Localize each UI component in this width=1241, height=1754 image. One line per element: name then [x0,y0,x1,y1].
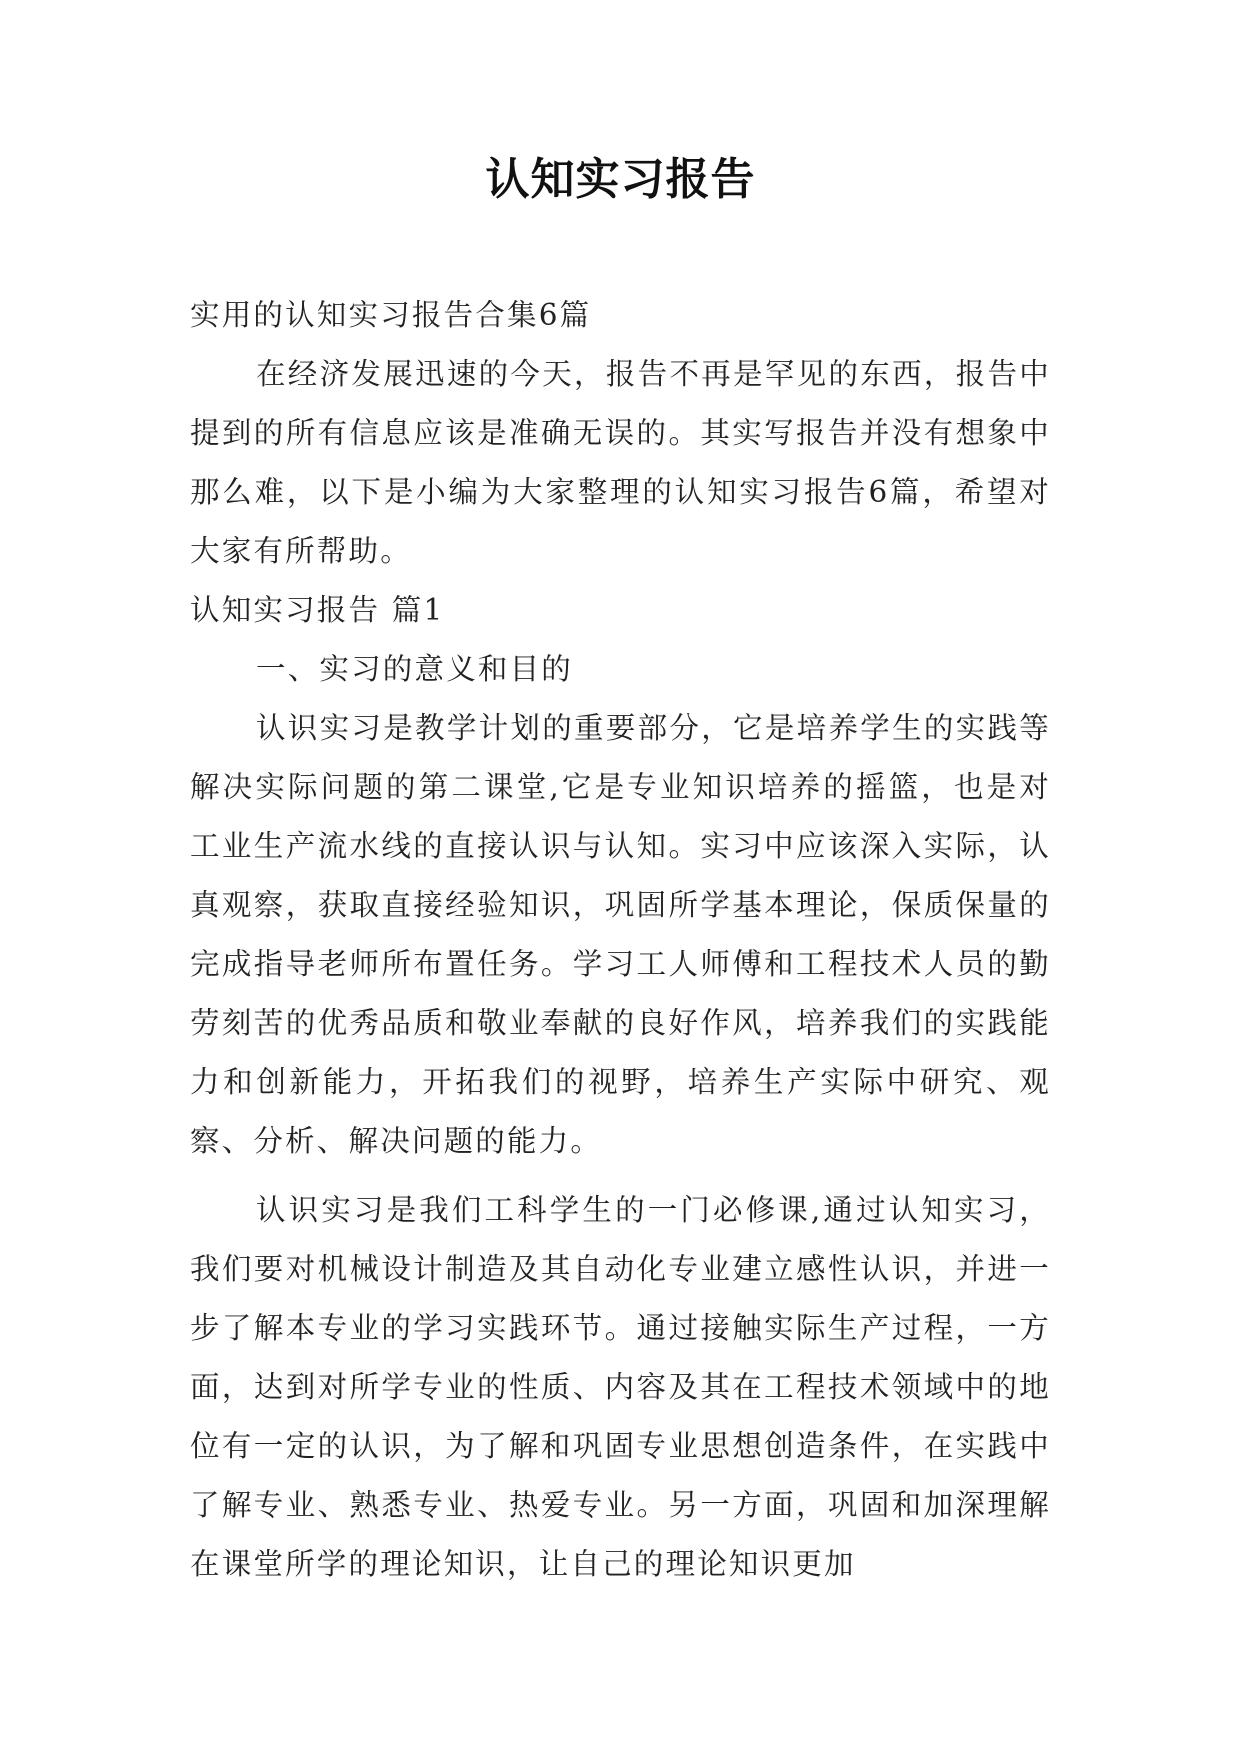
body-paragraph: 认识实习是教学计划的重要部分，它是培养学生的实践等解决实际问题的第二课堂,它是专业知识培养的摇篮，也是对工业生产流水线的直接认识与认知。实习中应该深入实际，认真观察，获取直接经验知识，巩固所学基本理论，保质保量的完成指导老师所布置任务。学习工人师傅和工程技术人员的勤劳刻苦的优秀品质和敬业奉献的良好作风，培养我们的实践能力和创新能力，开拓我们的视野，培养生产实际中研究、观察、分析、解决问题的能力。 [190,711,1051,1158]
section-heading: 认知实习报告 篇1 [190,593,445,627]
page-title: 认知实习报告 [485,154,756,205]
subtitle-line: 实用的认知实习报告合集6篇 [190,298,592,332]
intro-paragraph: 在经济发展迅速的今天，报告不再是罕见的东西，报告中提到的所有信息应该是准确无误的。其实写报告并没有想象中那么难，以下是小编为大家整理的认知实习报告6篇，希望对大家有所帮助。 [190,357,1051,568]
subsection-heading: 一、实习的意义和目的 [256,652,574,686]
body-paragraph: 认识实习是我们工科学生的一门必修课,通过认知实习，我们要对机械设计制造及其自动化专业建立感性认识，并进一步了解本专业的学习实践环节。通过接触实际生产过程，一方面，达到对所学专业的性质、内容及其在工程技术领域中的地位有一定的认识，为了解和巩固专业思想创造条件，在实践中了解专业、熟悉专业、热爱专业。另一方面，巩固和加深理解在课堂所学的理论知识，让自己的理论知识更加 [190,1193,1051,1581]
document-body [190,286,1051,1594]
